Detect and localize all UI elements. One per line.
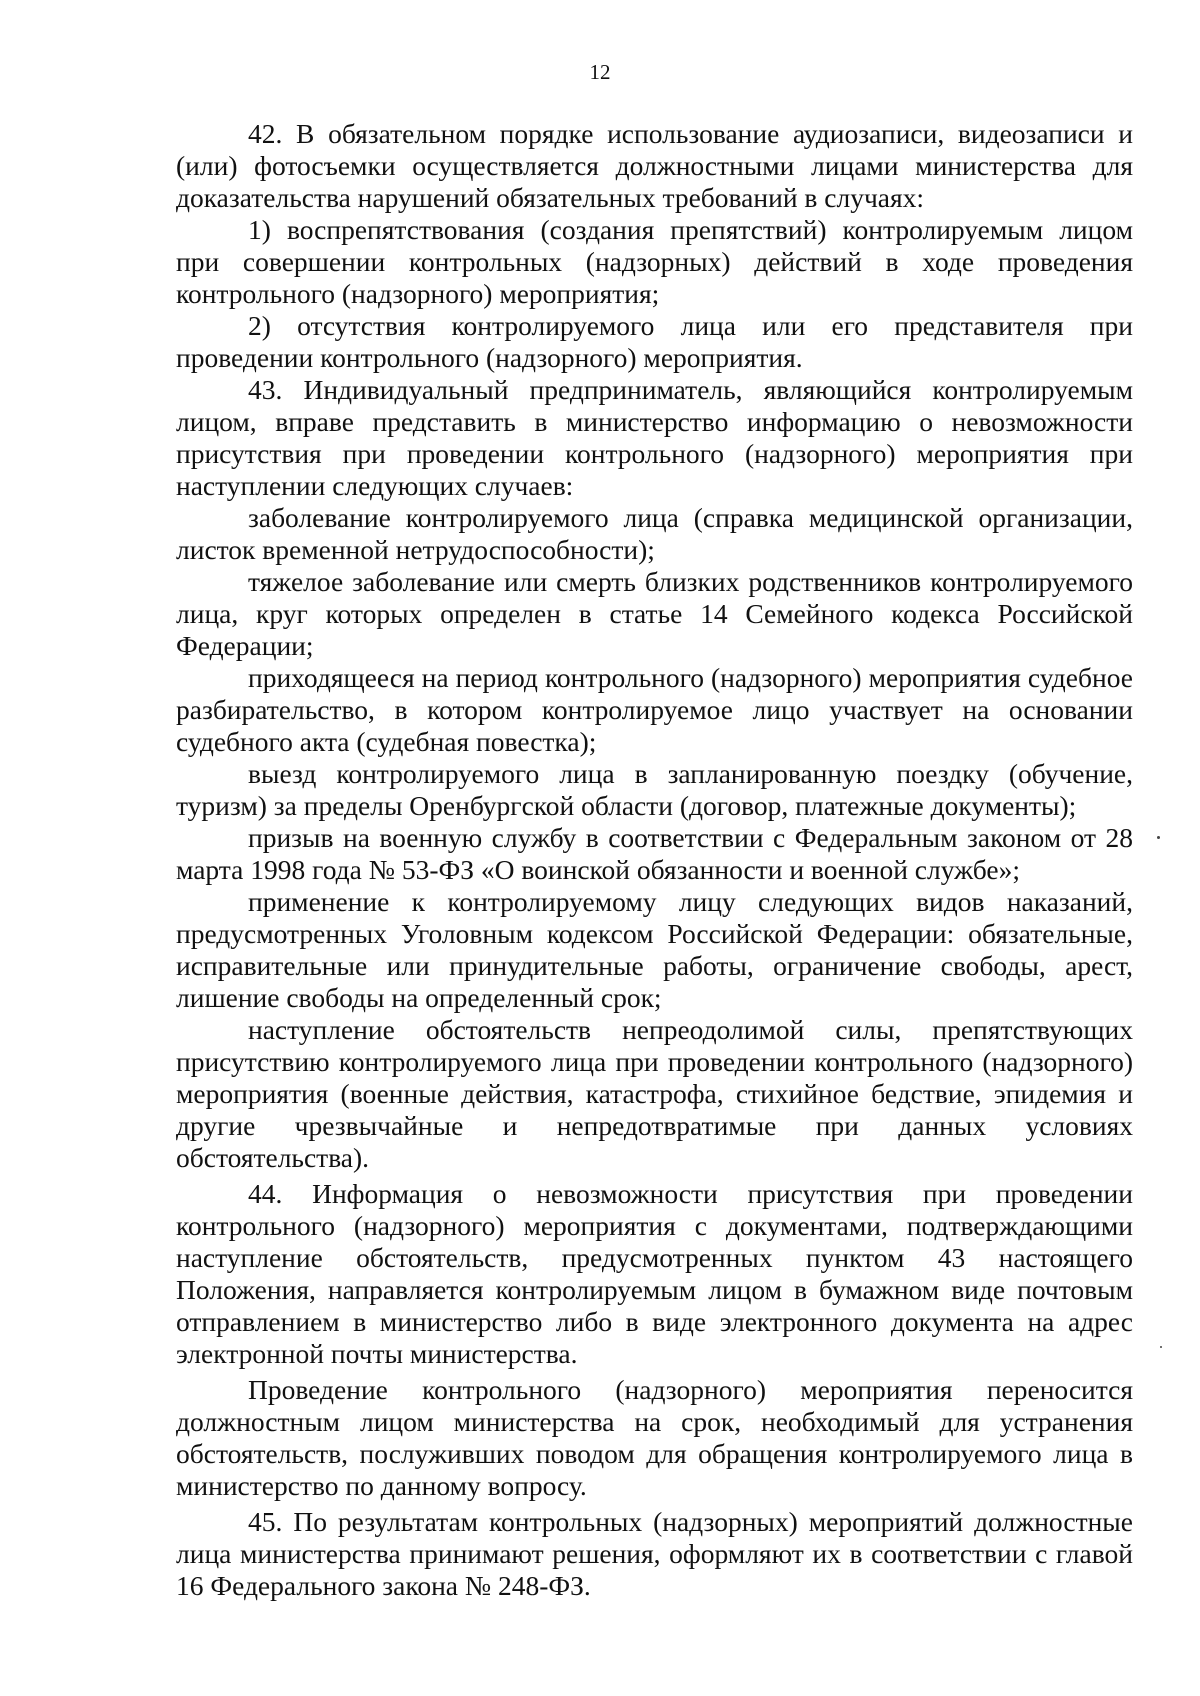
case-trip: выезд контролируемого лица в запланированную поездку (обучение, туризм) за пределы Оренбургской области (договор, платежные документы); — [176, 758, 1133, 821]
scan-speck — [1160, 1346, 1162, 1348]
case-military: призыв на военную службу в соответствии с Федеральным законом от 28 марта 1998 года № 53-ФЗ «О воинской обязанности и военной службе»; — [176, 822, 1133, 885]
case-punishment: применение к контролируемому лицу следующих видов наказаний, предусмотренных Уголовным кодексом Российской Федерации: обязательные, исправительные или принудительные работы, ограничение свободы, арест, лишение свободы на определенный срок; — [176, 886, 1133, 1013]
case-relatives: тяжелое заболевание или смерть близких родственников контролируемого лица, круг которых определен в статье 14 Семейного кодекса Российской Федерации; — [176, 566, 1133, 661]
list-item-absence: 2) отсутствия контролируемого лица или его представителя при проведении контрольного (надзорного) мероприятия. — [176, 310, 1133, 373]
scan-speck — [1157, 836, 1160, 839]
document-body — [176, 118, 1133, 1602]
case-illness: заболевание контролируемого лица (справка медицинской организации, листок временной нетрудоспособности); — [176, 502, 1133, 565]
paragraph-43: 43. Индивидуальный предприниматель, являющийся контролируемым лицом, вправе представить в министерство информацию о невозможности присутствия при проведении контрольного (надзорного) мероприятия при наступлении следующих случаев: — [176, 374, 1133, 501]
page-number: 12 — [589, 60, 611, 84]
case-force-majeure: наступление обстоятельств непреодолимой силы, препятствующих присутствию контролируемого лица при проведении контрольного (надзорного) мероприятия (военные действия, катастрофа, стихийное бедствие, эпидемия и другие чрезвычайные и непредотвратимые при данных условиях обстоятельства). — [176, 1014, 1133, 1173]
paragraph-44: 44. Информация о невозможности присутствия при проведении контрольного (надзорного) мероприятия с документами, подтверждающими наступление обстоятельств, предусмотренных пунктом 43 настоящего Положения, направляется контролируемым лицом в бумажном виде почтовым отправлением в министерство либо в виде электронного документа на адрес электронной почты министерства. — [176, 1178, 1133, 1369]
paragraph-42: 42. В обязательном порядке использование аудиозаписи, видеозаписи и (или) фотосъемки осуществляется должностными лицами министерства для доказательства нарушений обязательных требований в случаях: — [176, 118, 1133, 213]
case-court: приходящееся на период контрольного (надзорного) мероприятия судебное разбирательство, в котором контролируемое лицо участвует на основании судебного акта (судебная повестка); — [176, 662, 1133, 757]
paragraph-postponement: Проведение контрольного (надзорного) мероприятия переносится должностным лицом министерства на срок, необходимый для устранения обстоятельств, послуживших поводом для обращения контролируемого лица в министерство по данному вопросу. — [176, 1374, 1133, 1501]
list-item-obstruction: 1) воспрепятствования (создания препятствий) контролируемым лицом при совершении контрольных (надзорных) действий в ходе проведения контрольного (надзорного) мероприятия; — [176, 214, 1133, 309]
paragraph-45: 45. По результатам контрольных (надзорных) мероприятий должностные лица министерства принимают решения, оформляют их в соответствии с главой 16 Федерального закона № 248-ФЗ. — [176, 1506, 1133, 1601]
